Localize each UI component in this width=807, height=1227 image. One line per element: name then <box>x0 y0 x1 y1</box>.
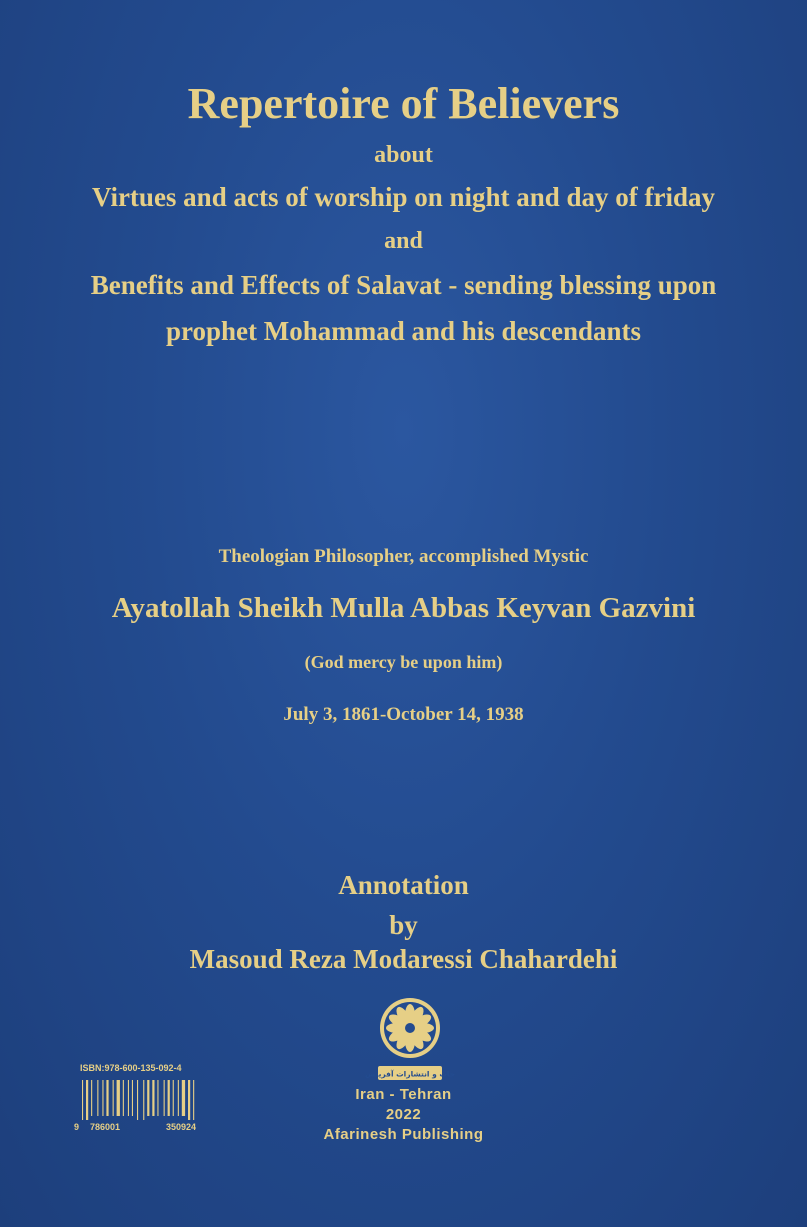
publication-year: 2022 <box>385 1106 422 1123</box>
annotation-label: Annotation <box>338 870 469 900</box>
barcode-bar <box>168 1080 170 1116</box>
publisher-location: Iran - Tehran <box>355 1086 452 1103</box>
barcode-bar <box>102 1080 103 1116</box>
subtitle-line-3: prophet Mohammad and his descendants <box>165 316 642 346</box>
publisher-logo-text: چاپ و انتشارات آفرینش <box>364 1069 456 1079</box>
and-label: and <box>384 228 423 254</box>
barcode-bar <box>152 1080 154 1116</box>
barcode-bar <box>188 1080 190 1120</box>
barcode-bars <box>82 1080 230 1120</box>
barcode-bar <box>82 1080 83 1120</box>
isbn-text: ISBN:978-600-135-092-4 <box>80 1063 182 1073</box>
barcode-bar <box>117 1080 120 1116</box>
barcode-bar <box>157 1080 158 1116</box>
barcode-bar <box>132 1080 133 1116</box>
barcode-digit-first: 9 <box>74 1122 80 1132</box>
barcode-bar <box>123 1080 124 1116</box>
author-dates: July 3, 1861-October 14, 1938 <box>283 704 524 725</box>
barcode-bar <box>137 1080 138 1120</box>
subtitle-line-1: Virtues and acts of worship on night and day of friday <box>91 182 716 212</box>
isbn-barcode <box>72 1060 240 1138</box>
barcode-bar <box>193 1080 194 1120</box>
barcode-bar <box>164 1080 165 1116</box>
author-name: Ayatollah Sheikh Mulla Abbas Keyvan Gazvini <box>111 592 696 624</box>
barcode-bar <box>113 1080 114 1116</box>
author-blessing: (God mercy be upon him) <box>304 652 503 672</box>
barcode-bar <box>182 1080 185 1116</box>
barcode-bar <box>128 1080 129 1116</box>
annotator-name: Masoud Reza Modaressi Chahardehi <box>189 944 618 974</box>
barcode-bar <box>91 1080 92 1116</box>
about-label: about <box>374 142 433 168</box>
annotation-by: by <box>389 910 418 940</box>
barcode-bar <box>97 1080 98 1116</box>
subtitle-line-2: Benefits and Effects of Salavat - sending blessing upon <box>90 270 717 300</box>
publisher-logo-icon <box>364 992 456 1088</box>
barcode-digits-right: 350924 <box>166 1122 197 1132</box>
barcode-bar <box>147 1080 149 1116</box>
barcode-bar <box>86 1080 88 1120</box>
barcode-bar <box>173 1080 174 1116</box>
barcode-digits-left: 786001 <box>90 1122 121 1132</box>
publisher-name: Afarinesh Publishing <box>323 1126 484 1143</box>
barcode-bar <box>143 1080 144 1120</box>
barcode-bar <box>178 1080 179 1116</box>
barcode-bar <box>106 1080 108 1116</box>
book-title: Repertoire of Believers <box>187 79 620 128</box>
author-description: Theologian Philosopher, accomplished Mystic <box>218 546 589 567</box>
